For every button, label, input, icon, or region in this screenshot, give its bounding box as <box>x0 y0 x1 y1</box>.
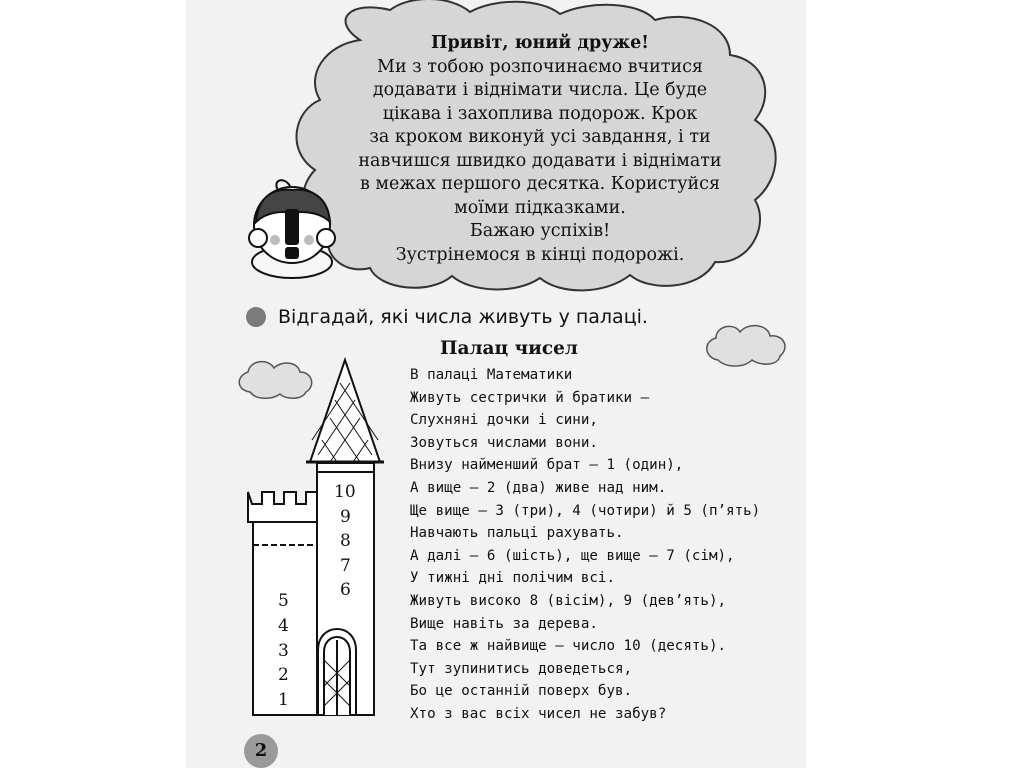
greeting-line: моїми підказками. <box>454 197 626 218</box>
cloud-icon <box>239 362 311 399</box>
castle-number-8: 8 <box>340 531 351 551</box>
poem-line: Внизу найменший брат — 1 (один), <box>410 457 684 474</box>
poem-line: Та все ж найвище — число 10 (десять). <box>410 638 727 655</box>
castle-number-9: 9 <box>340 507 351 527</box>
castle-number-1: 1 <box>278 690 289 710</box>
poem-line: Зовуться числами вони. <box>410 434 598 451</box>
greeting-line: в межах першого десятка. Користуйся <box>359 174 721 194</box>
poem-line: Живуть сестрички й братики — <box>410 389 650 406</box>
cloud-icon <box>707 326 785 366</box>
poem-line: Ще вище — 3 (три), 4 (чотири) й 5 (п’ять) <box>410 502 761 519</box>
page-number: 2 <box>244 734 278 768</box>
poem-line: Хто з вас всіх чисел не забув? <box>410 705 667 722</box>
poem-title: Палац чисел <box>440 338 578 359</box>
greeting-title: Привіт, юний друже! <box>431 33 649 53</box>
greeting-line: Ми з тобою розпочинаємо вчитися <box>377 56 703 77</box>
greeting-text <box>300 32 780 267</box>
castle-number-6: 6 <box>340 580 351 600</box>
task-text: Відгадай, які числа живуть у палаці. <box>278 306 648 328</box>
poem-line: Слухняні дочки і сини, <box>410 412 598 429</box>
poem-line: У тижні дні полічим всі. <box>410 570 615 587</box>
greeting-line: додавати і віднімати числа. Це буде <box>372 80 708 100</box>
castle-number-10: 10 <box>334 482 356 502</box>
castle-number-3: 3 <box>278 641 289 661</box>
poem-line: А далі — 6 (шість), ще вище — 7 (сім), <box>410 547 735 564</box>
greeting-line: цікава і захоплива подорож. Крок <box>382 103 698 124</box>
castle-number-7: 7 <box>340 556 351 576</box>
poem-text <box>410 364 760 726</box>
castle-number-4: 4 <box>278 616 289 636</box>
poem-line: Тут зупинитись доведеться, <box>410 660 633 677</box>
poem-line: Навчають пальці рахувать. <box>410 525 624 542</box>
greeting-line: Зустрінемося в кінці подорожі. <box>395 244 685 265</box>
greeting-line: Бажаю успіхів! <box>469 221 611 241</box>
poem-line: Живуть високо 8 (вісім), 9 (дев’ять), <box>410 592 727 609</box>
castle-number-2: 2 <box>278 665 289 685</box>
poem-line: Бо це останній поверх був. <box>410 683 633 700</box>
poem-line: Вище навіть за дерева. <box>410 615 598 632</box>
greeting-line: навчишся швидко додавати і віднімати <box>358 150 722 171</box>
castle-illustration <box>248 360 384 715</box>
task-instruction <box>246 306 648 328</box>
bullet-dot-icon <box>246 307 266 327</box>
castle-number-5: 5 <box>278 591 289 611</box>
poem-line: А вище — 2 (два) живе над ним. <box>410 479 667 496</box>
greeting-line: за кроком виконуй усі завдання, і ти <box>369 127 711 147</box>
poem-line: В палаці Математики <box>410 367 573 383</box>
